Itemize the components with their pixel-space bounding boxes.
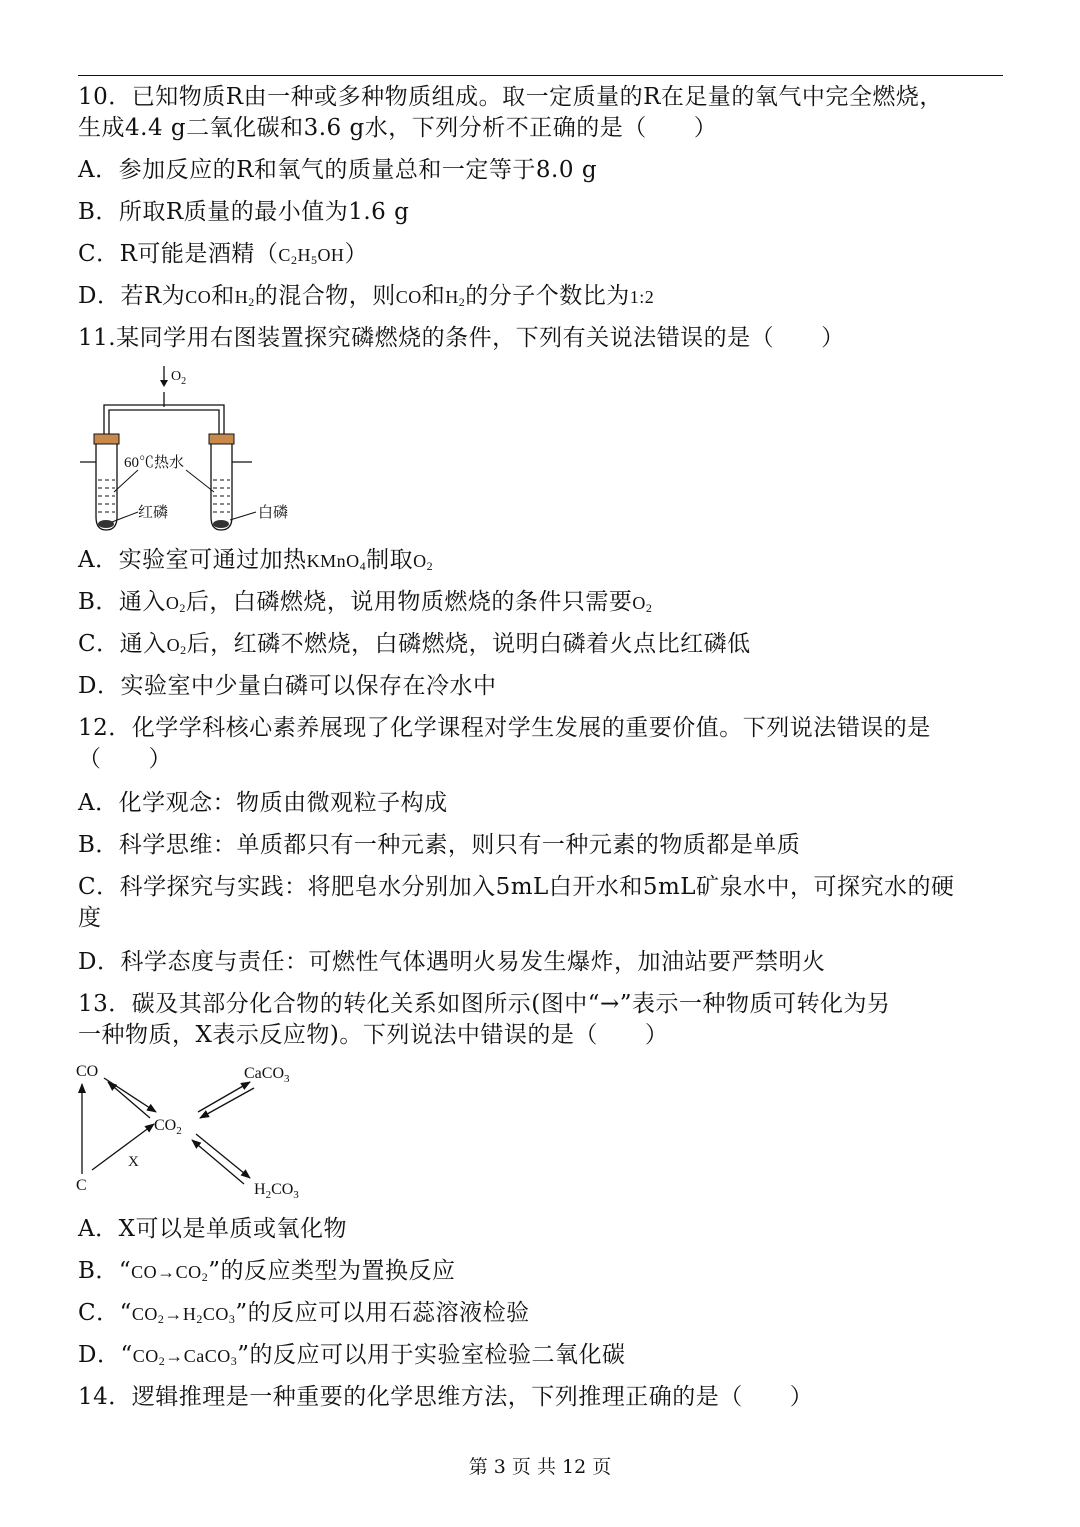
q10-option-d <box>78 281 654 317</box>
q10-stem-line2: 生成4.4 g二氧化碳和3.6 g水，下列分析不正确的是（ ） <box>78 115 718 141</box>
q10-d-pre: D．若R为 <box>78 283 186 309</box>
q13-conversion-diagram <box>74 1058 334 1202</box>
o2-label: $O_2$ <box>171 369 187 387</box>
q13-c-f1: CO <box>131 1304 158 1324</box>
q13-option-c <box>78 1298 530 1334</box>
q11-b-sub2: 2 <box>645 601 653 615</box>
q12-option-a: A．化学观念：物质由微观粒子构成 <box>78 790 448 816</box>
q10-c-sub5: 5 <box>310 253 318 267</box>
red-phosphorus <box>98 520 114 528</box>
q12-option-c-line1: C．科学探究与实践：将肥皂水分别加入5mL白开水和5mL矿泉水中，可探究水的硬 <box>78 874 955 900</box>
q13-c-sub-a: 2 <box>157 1312 165 1326</box>
q10-d-mid2: 的混合物，则 <box>254 283 396 309</box>
q13-option-a: A．X可以是单质或氧化物 <box>78 1216 347 1242</box>
white-phosphorus <box>213 520 229 528</box>
left-test-tube <box>96 444 117 530</box>
q11-option-b <box>78 587 652 623</box>
left-stopper <box>94 434 119 444</box>
q13-c-sub-b: 2 <box>196 1312 203 1326</box>
q10-c-formula-h: H <box>297 245 311 265</box>
q10-option-b: B．所取R质量的最小值为1.6 g <box>78 199 410 225</box>
q12-stem-line1: 12．化学学科核心素养展现了化学课程对学生发展的重要价值。下列说法错误的是 <box>78 715 931 741</box>
q11-c-o: O <box>166 635 181 655</box>
hot-water-label: 60℃热水 <box>124 455 185 471</box>
node-co2: $CO_2$ <box>154 1117 182 1137</box>
q13-b-formula: CO→CO <box>131 1262 202 1282</box>
q13-stem-line1: 13．碳及其部分化合物的转化关系如图所示(图中“→”表示一种物质可转化为另 <box>78 991 891 1017</box>
q13-b-pre: B．“ <box>78 1258 132 1284</box>
arrow-co2-to-co <box>108 1082 150 1118</box>
page-footer: 第 3 页 共 12 页 <box>468 1456 612 1478</box>
q11-c-pre: C．通入 <box>78 631 167 657</box>
q10-c-post: ） <box>344 241 368 267</box>
q11-a-sub4: 4 <box>359 559 367 573</box>
q13-c-pre: C．“ <box>78 1300 132 1326</box>
q11-a-sub2: 2 <box>426 559 434 573</box>
q11-b-post: 后，白磷燃烧，说用物质燃烧的条件只需要 <box>185 589 633 615</box>
q13-c-post: ”的反应可以用石蕊溶液检验 <box>235 1300 530 1326</box>
q10-d-mid4: 的分子个数比为 <box>465 283 630 309</box>
q10-c-formula-oh: OH <box>317 245 345 265</box>
right-test-tube <box>211 444 232 530</box>
q10-d-sub: 2 <box>248 295 255 309</box>
q11-b-sub: 2 <box>179 601 186 615</box>
q12-stem-line2: （ ） <box>78 746 172 772</box>
q11-option-d: D．实验室中少量白磷可以保存在冷水中 <box>78 673 497 699</box>
q11-apparatus-figure <box>76 362 289 536</box>
q13-c-sub-c: 3 <box>228 1312 236 1326</box>
q13-d-sub-a: 2 <box>158 1354 166 1368</box>
q13-option-b <box>78 1256 455 1292</box>
white-phosphorus-label: 白磷 <box>258 505 289 521</box>
q10-c-pre: C．R可能是酒精（ <box>78 241 279 267</box>
arrow-co2-to-caco3 <box>198 1082 250 1112</box>
q10-stem-line1: 10．已知物质R由一种或多种物质组成。取一定质量的R在足量的氧气中完全燃烧， <box>78 84 943 110</box>
q10-d-and1: 和 <box>211 283 235 309</box>
label-x: X <box>128 1154 139 1170</box>
q13-c-f2: →H <box>164 1304 197 1324</box>
q13-d-pre: D．“ <box>78 1342 133 1368</box>
q13-b-post: ”的反应类型为置换反应 <box>208 1258 456 1284</box>
q10-c-sub2: 2 <box>290 253 298 267</box>
right-stopper <box>209 434 234 444</box>
q11-c-post: 后，红磷不燃烧，白磷燃烧，说明白磷着火点比红磷低 <box>186 631 751 657</box>
q10-c-formula-c: C <box>278 245 291 265</box>
q13-d-post: ”的反应可以用于实验室检验二氧化碳 <box>237 1342 626 1368</box>
arrow-co2-to-h2co3 <box>196 1134 250 1178</box>
q11-b-pre: B．通入 <box>78 589 166 615</box>
q14-stem: 14．逻辑推理是一种重要的化学思维方法，下列推理正确的是（ ） <box>78 1384 814 1410</box>
q11-a-o: O <box>413 551 427 571</box>
q10-option-c <box>78 239 368 275</box>
o2-arrow-head <box>160 380 168 387</box>
arrow-co-to-co2 <box>104 1078 156 1112</box>
q10-d-sub2: 2 <box>458 295 466 309</box>
q11-a-pre: A．实验室可通过加热 <box>78 547 307 573</box>
q13-d-f1: CO <box>132 1346 159 1366</box>
arrow-h2co3-to-co2 <box>192 1140 244 1184</box>
arrow-caco3-to-co2 <box>200 1088 254 1118</box>
q13-c-f3: CO <box>202 1304 229 1324</box>
q10-d-co: CO <box>185 287 212 307</box>
node-caco3: CaCO$_3$ <box>244 1065 290 1085</box>
q13-d-sub-b: 3 <box>230 1354 238 1368</box>
q11-a-mid: 制取 <box>366 547 414 573</box>
red-phosphorus-label: 红磷 <box>138 505 169 521</box>
q11-b-o2: O <box>632 593 646 613</box>
q11-b-o: O <box>165 593 180 613</box>
node-c: C <box>76 1177 87 1194</box>
node-co: CO <box>76 1063 99 1080</box>
arrow-c-to-co2 <box>92 1124 154 1170</box>
q12-option-b: B．科学思维：单质都只有一种元素，则只有一种元素的物质都是单质 <box>78 832 801 858</box>
q10-option-a: A．参加反应的R和氧气的质量总和一定等于8.0 g <box>78 157 598 183</box>
q13-stem-line2: 一种物质，X表示反应物)。下列说法中错误的是（ ） <box>78 1022 669 1048</box>
q12-option-c-line2: 度 <box>78 905 102 931</box>
q11-a-kmno: KMnO <box>306 551 360 571</box>
q10-d-and2: 和 <box>421 283 446 309</box>
q10-d-co2: CO <box>395 287 422 307</box>
node-h2co3: $H_2CO_3$ <box>254 1181 299 1201</box>
q11-option-a <box>78 545 433 581</box>
q11-stem: 11.某同学用右图装置探究磷燃烧的条件，下列有关说法错误的是（ ） <box>78 325 845 351</box>
q11-option-c <box>78 629 751 665</box>
q12-option-d: D．科学态度与责任：可燃性气体遇明火易发生爆炸，加油站要严禁明火 <box>78 949 826 975</box>
q10-d-ratio: 1:2 <box>629 287 655 307</box>
q13-b-sub: 2 <box>201 1270 209 1284</box>
top-rule <box>78 75 1003 76</box>
q11-c-sub: 2 <box>180 643 187 657</box>
q13-option-d <box>78 1340 625 1376</box>
q13-d-f2: →CaCO <box>165 1346 231 1366</box>
q10-d-h: H <box>234 287 249 307</box>
q10-d-h2: H <box>445 287 459 307</box>
